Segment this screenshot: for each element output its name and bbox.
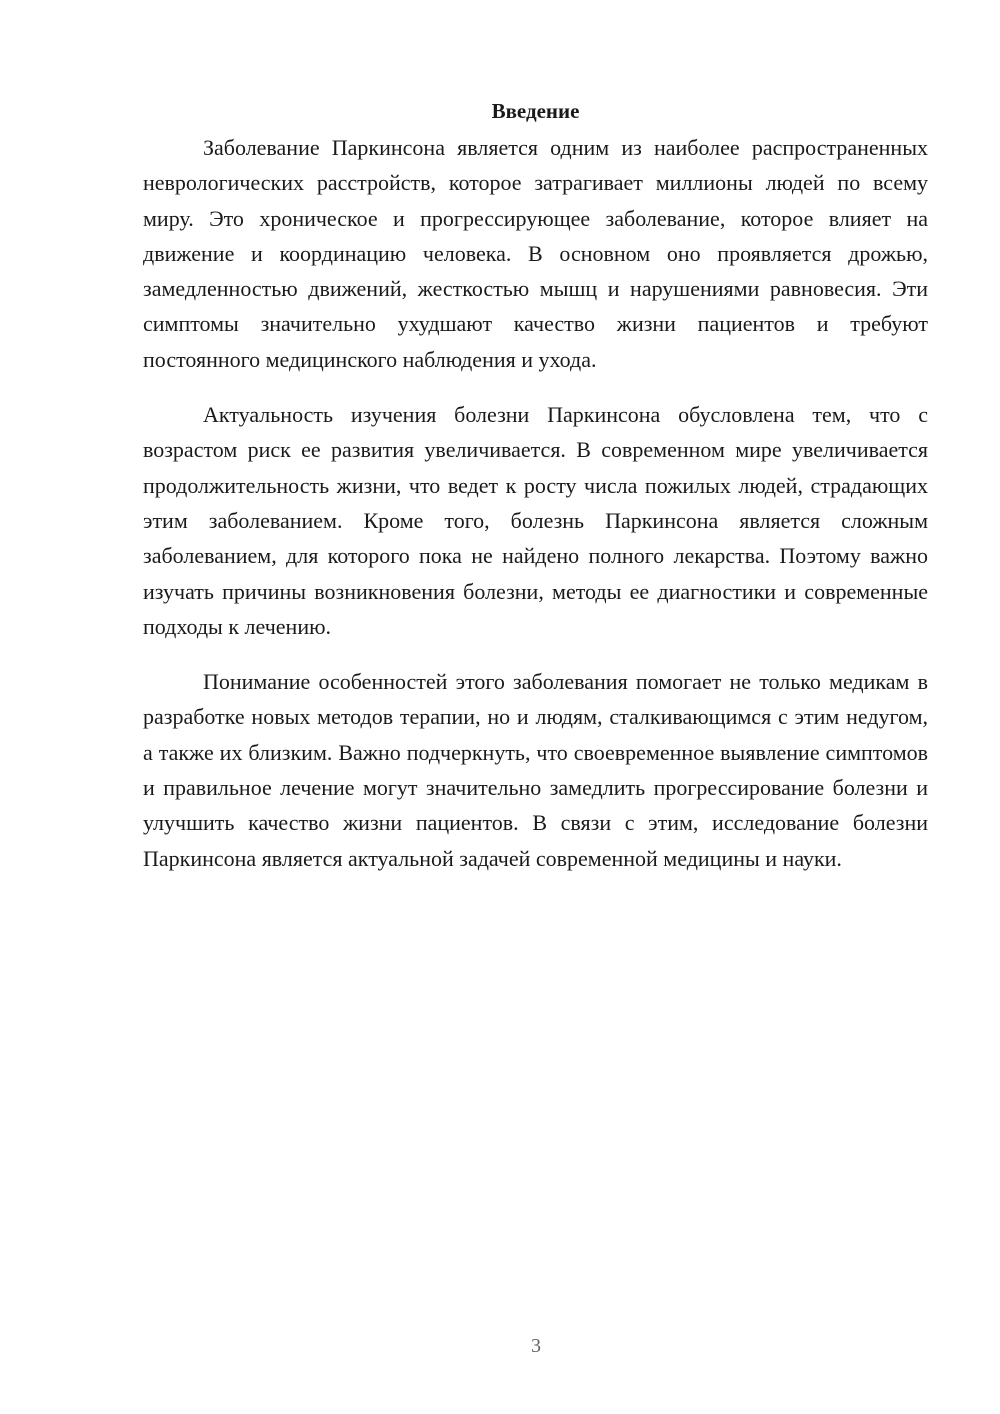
- paragraph-2: Актуальность изучения болезни Паркинсона обусловлена тем, что с возрастом риск ее развития увеличивается. В современном мире увеличивается продолжительность жизни, что ведет к росту числа пожилых людей, страдающих этим заболеванием. Кроме того, болезнь Паркинсона является сложным заболеванием, для которого пока не найдено полного лекарства. Поэтому важно изучать причины возникновения болезни, методы ее диагностики и современные подходы к лечению.: [143, 402, 928, 639]
- section-heading: Введение: [491, 99, 580, 123]
- document-page: [143, 96, 928, 896]
- page-number: 3: [531, 1335, 541, 1357]
- paragraph-3: Понимание особенностей этого заболевания помогает не только медикам в разработке новых методов терапии, но и людям, сталкивающимся с этим недугом, а также их близким. Важно подчеркнуть, что своевременное выявление симптомов и правильное лечение могут значительно замедлить прогрессирование болезни и улучшить качество жизни пациентов. В связи с этим, исследование болезни Паркинсона является актуальной задачей современной медицины и науки.: [143, 669, 928, 871]
- paragraph-1: Заболевание Паркинсона является одним из наиболее распространенных неврологических расстройств, которое затрагивает миллионы людей по всему миру. Это хроническое и прогрессирующее заболевание, которое влияет на движение и координацию человека. В основном оно проявляется дрожью, замедленностью движений, жесткостью мышц и нарушениями равновесия. Эти симптомы значительно ухудшают качество жизни пациентов и требуют постоянного медицинского наблюдения и ухода.: [143, 135, 928, 372]
